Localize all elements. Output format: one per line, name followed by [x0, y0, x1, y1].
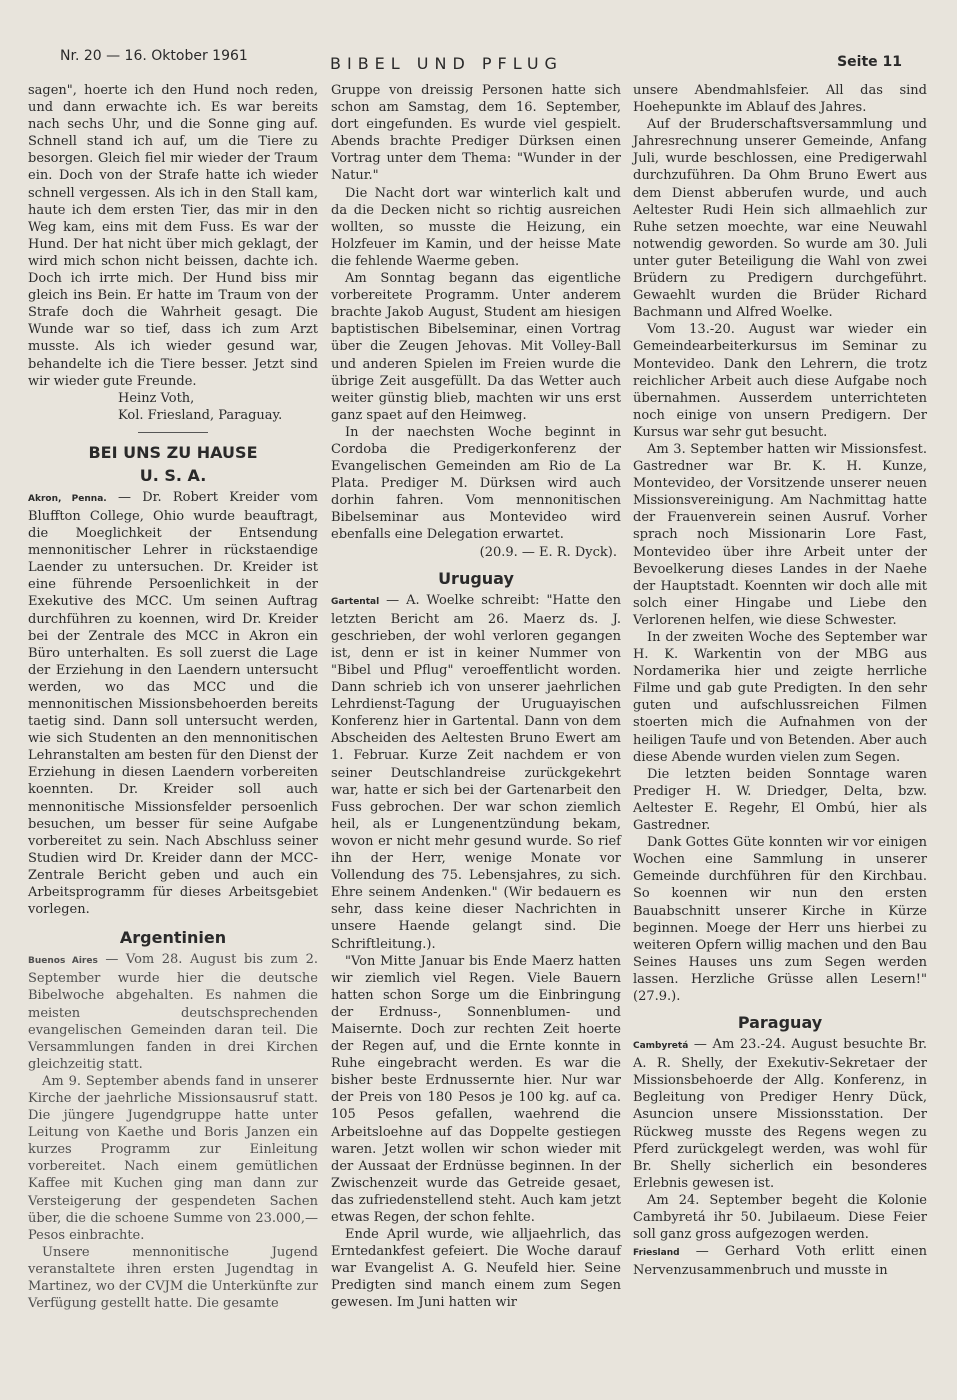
section-argentinien: Argentinien — [119, 928, 227, 948]
article-text: — Dr. Robert Kreider vom Bluffton College, Ohio wurde beauftragt, die Moeglichkeit der Entsendung mennonitischer Lehrer in rückstaendige Laender zu untersuchen. Dr. Kreider ist eine führende Persoenlichkeit in der Exekutive des MCC. Um seinen Auftrag durchführen zu koennen, wird Dr. Kreider bei der Zentrale des MCC in Akron ein Büro unterhalten. Es soll zuerst die Lage der Erziehung in den Laendern untersucht werden, wo das MCC und die mennonitischen Missionsbehoerden bereits taetig sind. Dann soll untersucht werden, wie sich Studenten an den mennonitischen Lehranstalten am besten für den Dienst der Erziehung in diesen Laendern vorbereiten koennten. Dr. Kreider soll auch mennonitische Missionsfelder persoenlich besuchen, um besser für seine Aufgabe vorbereitet zu sein. Nach Abschluss seiner Studien wird Dr. Kreider dann der MCC-Zentrale Bericht geben und auch ein Arbeitsprogramm für dieses Arbeitsgebiet vorlegen. — [28, 489, 318, 918]
article-akron — [28, 489, 318, 918]
article-cambyreta — [633, 1036, 927, 1192]
article-paragraph: unsere Abendmahlsfeier. All das sind Hoehepunkte im Ablauf des Jahres. — [633, 83, 927, 116]
section-paraguay: Paraguay — [737, 1013, 823, 1033]
article-paragraph: Vom 13.-20. August war wieder ein Gemeindearbeiterkursus im Seminar zu Montevideo. Dank den Lehrern, die trotz reichlicher Arbeit auch diese Aufgabe noch übernahmen. Ausserdem unterrichteten noch einige von unsern Predigern. Der Kursus war sehr gut besucht. — [633, 322, 927, 440]
dateline: Akron, Penna. — [28, 493, 107, 504]
article-buenos-aires — [28, 951, 318, 1073]
page-header — [0, 40, 957, 80]
article-paragraph: Auf der Bruderschaftsversammlung und Jahresrechnung unserer Gemeinde, Anfang Juli, wurde beschlossen, eine Predigerwahl durchzuführen. Da Ohm Bruno Ewert aus dem Dienst abberufen wurde, und auch Aeltester Rudi Hein sich allmaehlich zur Ruhe setzen moechte, war eine Neuwahl notwendig geworden. So wurde am 30. Juli unter guter Beteiligung die Wahl von zwei Brüdern zu Predigern durchgeführt. Gewaehlt wurden die Brüder Richard Bachmann und Alfred Woelke. — [633, 117, 927, 321]
article-paragraph: Am 9. September abends fand in unserer Kirche der jaehrliche Missionsausruf statt. Die jüngere Jugendgruppe hatte unter Leitung von Kaethe und Boris Janzen ein kurzes Programm zur Einleitung vorbereitet. Nach einem gemütlichen Kaffee mit Kuchen ging man dann zur Versteigerung der gespendeten Sachen über, die die schoene Summe von 23.000,— Pesos einbrachte. — [28, 1073, 318, 1243]
article-paragraph: Die Nacht dort war winterlich kalt und da die Decken nicht so richtig ausreichen wollten, so musste die Heizung, ein Holzfeuer im Kamin, und der heisse Mate die fehlende Waerme geben. — [331, 185, 621, 269]
article-friesland — [633, 1243, 927, 1279]
article-paragraph: In der zweiten Woche des September war H. K. Warkentin von der MBG aus Nordamerika hier und zeigte herrliche Filme und gab gute Predigten. In den sehr guten und aufschlussreichen Filmen stoerten mich die Aufnahmen von der heiligen Taufe und von Betenden. Aber auch diese Abende wurden vielen zum Segen. — [633, 630, 927, 765]
article-paragraph: Dank Gottes Güte konnten wir vor einigen Wochen eine Sammlung in unserer Gemeinde durchführen für den Kirchbau. So koennen wir nun den ersten Bauabschnitt unserer Kirche in Kürze beginnen. Moege der Herr uns hierbei zu weiteren Opfern willig machen und den Bau Seines Hauses uns zum Segen werden lassen. Herzliche Grüsse allen Lesern!" (27.9.). — [633, 835, 927, 1004]
column-1 — [28, 82, 318, 1312]
article-text: — Am 23.-24. August besuchte Br. A. R. Shelly, der Exekutiv-Sekretaer der Missionsbehoerde der Allg. Konferenz, in Begleitung von Prediger Henry Dück, Asuncion unsere Missionsstation. Der Rückweg musste des Regens wegen zu Pferd zurückgelegt werden, was wohl für Br. Shelly sicherlich ein besonderes Erlebnis gewesen ist. — [633, 1037, 927, 1191]
column-3 — [633, 82, 927, 1279]
article-signature: (20.9. — E. R. Dyck). — [479, 544, 617, 560]
story-continuation: sagen", hoerte ich den Hund noch reden, und dann erwachte ich. Es war bereits nach sechs Uhr, und die Sonne ging auf. Schnell stand ich auf, um die Tiere zu besorgen. Gleich fiel mir wieder der Traum ein. Doch von der Strafe hatte ich wieder schnell vergessen. Als ich in den Stall kam, haute ich dem ersten Tier, das mir in den Weg kam, eins mit dem Fuss. Es war der Hund. Der hat nicht über mich geklagt, der wird mich schon nicht beissen, dachte ich. Doch ich irrte mich. Der Hund biss mir gleich ins Bein. Er hatte im Traum von der Strafe doch die Wahrheit gesagt. Die Wunde war so tief, dass ich zum Arzt musste. Als ich wieder gesund war, behandelte ich die Tiere besser. Jetzt sind wir wieder gute Freunde. — [28, 83, 318, 389]
section-heading: BEI UNS ZU HAUSE — [88, 442, 258, 462]
article-paragraph: Gruppe von dreissig Personen hatte sich schon am Samstag, dem 16. September, dort eingefunden. Es wurde viel gespielt. Abends brachte Prediger Dürksen einen Vortrag unter dem Thema: "Wunder in der Natur." — [331, 83, 621, 184]
dateline: Gartental — [331, 596, 380, 607]
divider — [138, 432, 208, 433]
masthead-title: BIBEL UND PFLUG — [330, 54, 563, 73]
article-paragraph: Unsere mennonitische Jugend veranstaltete ihren ersten Jugendtag in Martinez, wo der CVJM die Unterkünfte zur Verfügung gestellt hatte. Die gesamte — [28, 1244, 318, 1312]
column-2 — [331, 82, 621, 1312]
article-text: — A. Woelke schreibt: "Hatte den letzten Bericht am 26. Maerz ds. J. geschrieben, der wohl verloren gegangen ist, denn er ist in keiner Nummer von "Bibel und Pflug" veroeffentlicht worden. Dann schrieb ich von unserer jaehrlichen Lehrdienst-Tagung der Uruguayischen Konferenz hier in Gartental. Dann von dem Abscheiden des Aeltesten Bruno Ewert am 1. Februar. Kurze Zeit nachdem er von seiner Deutschlandreise zurückgekehrt war, hatte er sich bei der Gartenarbeit den Fuss gebrochen. Der war schon ziemlich heil, als er Lungenentzündung bekam, wovon er nicht mehr gesund wurde. So rief ihn der Herr, wenige Monate vor Vollendung des 75. Lebensjahres, zu sich. Ehre seinem Andenken." (Wir bedauern es sehr, dass keine dieser Nachrichten in unsere Haende gelangt sind. Die Schriftleitung.). — [331, 592, 621, 952]
article-paragraph: Am 3. September hatten wir Missionsfest. Gastredner war Br. K. H. Kunze, Montevideo, der Vorsitzende unserer neuen Missionsvereinigung. Am Nachmittag hatte der Frauenverein seinen Ausruf. Vorher sprach noch Missionarin Lore Fast, Montevideo über ihre Arbeit unter der Bevoelkerung dieses Landes in der Naehe der Hauptstadt. Koennten wir doch alle mit solch einer Hingabe und Liebe den Verlorenen helfen, wie diese Schwester. — [633, 441, 927, 628]
story-signature: Heinz Voth, Kol. Friesland, Paraguay. — [118, 390, 283, 423]
article-paragraph: Die letzten beiden Sonntage waren Prediger H. W. Driedger, Delta, bzw. Aeltester E. Regehr, El Ombú, hier als Gastredner. — [633, 766, 927, 834]
article-paragraph: Am 24. September begeht die Kolonie Cambyretá ihr 50. Jubilaeum. Diese Feier soll ganz gross aufgezogen werden. — [633, 1192, 927, 1243]
dateline: Cambyretá — [633, 1041, 689, 1052]
article-text: — Gerhard Voth erlitt einen Nervenzusammenbruch und musste in — [633, 1244, 927, 1279]
article-paragraph: In der naechsten Woche beginnt in Cordoba die Predigerkonferenz der Evangelischen Gemeinden am Rio de La Plata. Prediger M. Dürksen wird auch dorhin fahren. Vom mennonitischen Bibelseminar aus Montevideo wird ebenfalls eine Delegation erwartet. — [331, 424, 621, 543]
article-paragraph: "Von Mitte Januar bis Ende Maerz hatten wir ziemlich viel Regen. Viele Bauern hatten schon Sorge um die Einbringung der Erdnuss-, Sonnenblumen- und Maisernte. Doch zur rechten Zeit hoerte der Regen auf, und die Ernte konnte in Ruhe eingebracht werden. Es war die bisher beste Erdnussernte hier. Nur war der Preis von 180 Pesos je 100 kg. auf ca. 105 Pesos gefallen, waehrend die Arbeitsloehne auf das Doppelte gestiegen waren. Jetzt wollen wir schon wieder mit der Aussaat der Erdnüsse beginnen. In der Zwischenzeit wurde das Getreide gesaet, das zufriedenstellend steht. Auch kam jetzt etwas Regen, der schon fehlte. — [331, 953, 621, 1225]
page-number: Seite 11 — [837, 54, 902, 70]
section-subheading-usa: U. S. A. — [139, 465, 207, 485]
issue-date: Nr. 20 — 16. Oktober 1961 — [60, 48, 248, 64]
dateline: Buenos Aires — [28, 956, 98, 967]
article-paragraph: Am Sonntag begann das eigentliche vorbereitete Programm. Unter anderem brachte Jakob August, Student am hiesigen baptistischen Bibelseminar, einen Vortrag über die Zeugen Jehovas. Mit Volley-Ball und anderen Spielen im Freien wurde die übrige Zeit ausgefüllt. Da das Wetter auch weiter günstig blieb, machten wir uns erst ganz spaet auf den Heimweg. — [331, 271, 621, 423]
section-uruguay: Uruguay — [438, 568, 514, 588]
article-text: — Vom 28. August bis zum 2. September wurde hier die deutsche Bibelwoche abgehalten. Es nahmen die meisten deutschsprechenden evangelischen Gemeinden daran teil. Die Versammlungen fanden in drei Kirchen gleichzeitig statt. — [28, 952, 319, 1072]
article-gartental — [331, 592, 621, 953]
dateline: Friesland — [633, 1248, 680, 1259]
article-paragraph: Ende April wurde, wie alljaehrlich, das Erntedankfest gefeiert. Die Woche darauf war Evangelist A. G. Neufeld hier. Seine Predigten sind manch einem zum Segen gewesen. Im Juni hatten wir — [331, 1227, 621, 1311]
